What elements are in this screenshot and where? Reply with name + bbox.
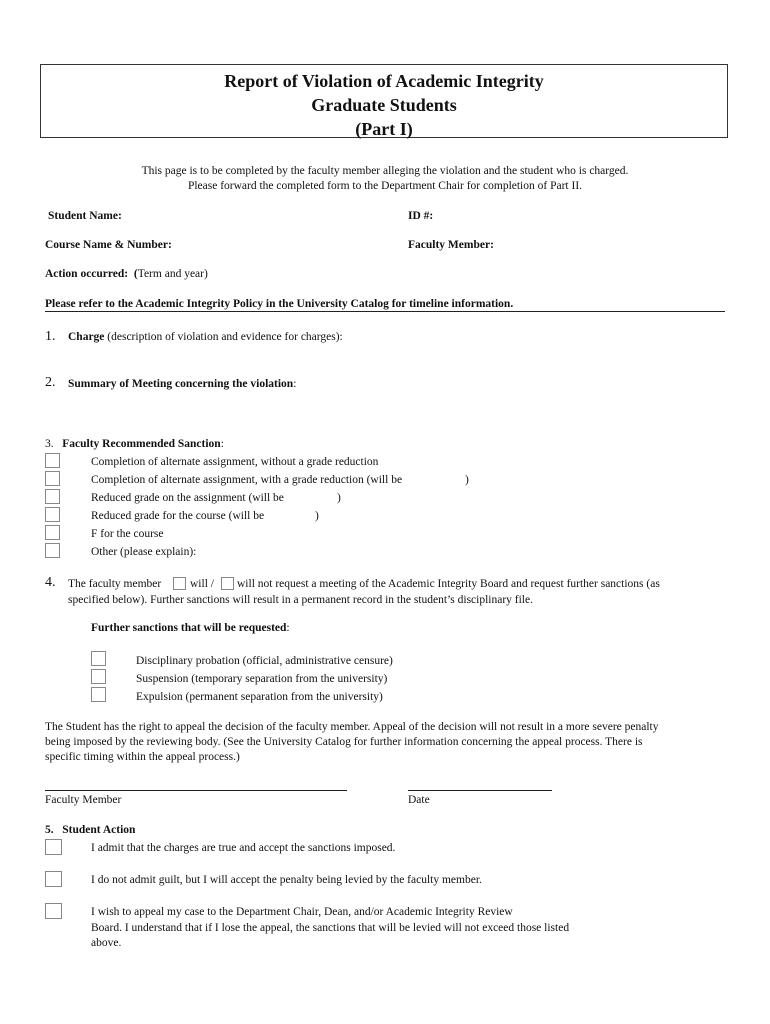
sanction-checkbox-5[interactable] (45, 525, 60, 540)
faculty-member-label: Faculty Member: (408, 239, 494, 251)
section-4-number: 4. (45, 575, 56, 590)
student-action-option-3-line-3: above. (91, 937, 122, 949)
sanction-option-5: F for the course (91, 528, 164, 540)
action-occurred-row (45, 268, 208, 280)
sanction-checkbox-3[interactable] (45, 489, 60, 504)
student-action-checkbox-1[interactable] (45, 839, 62, 855)
faculty-signature-label: Faculty Member (45, 794, 122, 806)
appeal-line-1: The Student has the right to appeal the decision of the faculty member. Appeal of the decision will not result in a more severe penalty (45, 721, 659, 733)
action-paren: ( (133, 268, 138, 280)
student-action-option-3-line-2: Board. I understand that if I lose the appeal, the sanctions that will be levied will not exceed those listed (91, 922, 570, 934)
section-4-line2: specified below). Further sanctions will result in a permanent record in the student’s disciplinary file. (68, 594, 533, 606)
sanction-checkbox-6[interactable] (45, 543, 60, 558)
appeal-line-3: specific timing within the appeal process.) (45, 751, 240, 763)
sanction-option-4-close: ) (315, 510, 319, 522)
further-checkbox-2[interactable] (91, 669, 106, 684)
section-4-part3: will not request a meeting of the Academic Integrity Board and request further sanctions (as (237, 578, 660, 590)
form-title: Report of Violation of Academic Integrity (224, 71, 544, 91)
section-1-label: Charge (68, 331, 105, 343)
student-action-checkbox-3[interactable] (45, 903, 62, 919)
further-option-1: Disciplinary probation (official, administrative censure) (136, 655, 393, 667)
section-1-desc: (description of violation and evidence for charges): (107, 331, 343, 343)
date-label: Date (408, 794, 430, 806)
section-2-label: Summary of Meeting concerning the violation (68, 378, 294, 390)
section-3-colon: : (220, 438, 224, 450)
sanction-checkbox-2[interactable] (45, 471, 60, 486)
sanction-option-3: Reduced grade on the assignment (will be (91, 492, 284, 504)
further-sanctions-row (91, 622, 290, 634)
section-2-number: 2. (45, 375, 56, 390)
further-checkbox-1[interactable] (91, 651, 106, 666)
policy-underline (45, 311, 725, 312)
section-5-label: Student Action (62, 824, 136, 836)
course-label: Course Name & Number: (45, 239, 172, 251)
student-name-label: Student Name: (48, 210, 122, 222)
sanction-option-6: Other (please explain): (91, 546, 197, 558)
section-5-number: 5. (45, 824, 54, 836)
form-subtitle: Graduate Students (311, 95, 457, 115)
sanction-option-3-close: ) (337, 492, 341, 504)
sanction-option-2-close: ) (465, 474, 469, 486)
intro-line-1: This page is to be completed by the faculty member alleging the violation and the student who is charged. (141, 165, 629, 177)
sanction-option-4: Reduced grade for the course (will be (91, 510, 265, 522)
section-3-row (45, 438, 224, 450)
id-label: ID #: (408, 210, 434, 222)
student-action-option-2: I do not admit guilt, but I will accept the penalty being levied by the faculty member. (91, 874, 482, 886)
date-signature-line[interactable] (408, 790, 552, 791)
student-action-checkbox-2[interactable] (45, 871, 62, 887)
sanction-checkbox-4[interactable] (45, 507, 60, 522)
sanction-option-1: Completion of alternate assignment, without a grade reduction (91, 456, 379, 468)
sanction-checkbox-1[interactable] (45, 453, 60, 468)
section-2-colon: : (293, 378, 297, 390)
section-2-row (68, 378, 296, 390)
section-4-part2: will / (190, 578, 214, 590)
further-checkbox-3[interactable] (91, 687, 106, 702)
action-hint: Term and year) (137, 268, 208, 280)
intro-line-2: Please forward the completed form to the Department Chair for completion of Part II. (187, 180, 583, 192)
further-option-3: Expulsion (permanent separation from the university) (136, 691, 383, 703)
section-4-part1: The faculty member (68, 578, 162, 590)
section-1-row (68, 331, 343, 343)
section-3-number: 3. (45, 438, 54, 450)
action-occurred-label: Action occurred: (45, 268, 129, 280)
form-part: (Part I) (355, 119, 413, 139)
will-checkbox[interactable] (173, 577, 186, 590)
further-option-2: Suspension (temporary separation from the university) (136, 673, 388, 685)
appeal-line-2: being imposed by the reviewing body. (See the University Catalog for further information concerning the appeal process. There is (45, 736, 643, 748)
section-1-number: 1. (45, 329, 56, 344)
further-sanctions-label: Further sanctions that will be requested (91, 622, 287, 634)
student-action-option-3-line-1: I wish to appeal my case to the Department Chair, Dean, and/or Academic Integrity Review (91, 906, 513, 918)
student-action-option-1: I admit that the charges are true and accept the sanctions imposed. (91, 842, 396, 854)
faculty-signature-line[interactable] (45, 790, 347, 791)
form-title-box (40, 64, 728, 138)
section-5-row (45, 824, 135, 836)
section-3-label: Faculty Recommended Sanction (62, 438, 221, 450)
policy-note: Please refer to the Academic Integrity Policy in the University Catalog for timeline information. (45, 298, 514, 310)
will-not-checkbox[interactable] (221, 577, 234, 590)
sanction-option-2: Completion of alternate assignment, with a grade reduction (will be (91, 474, 403, 486)
further-sanctions-colon: : (286, 622, 290, 634)
